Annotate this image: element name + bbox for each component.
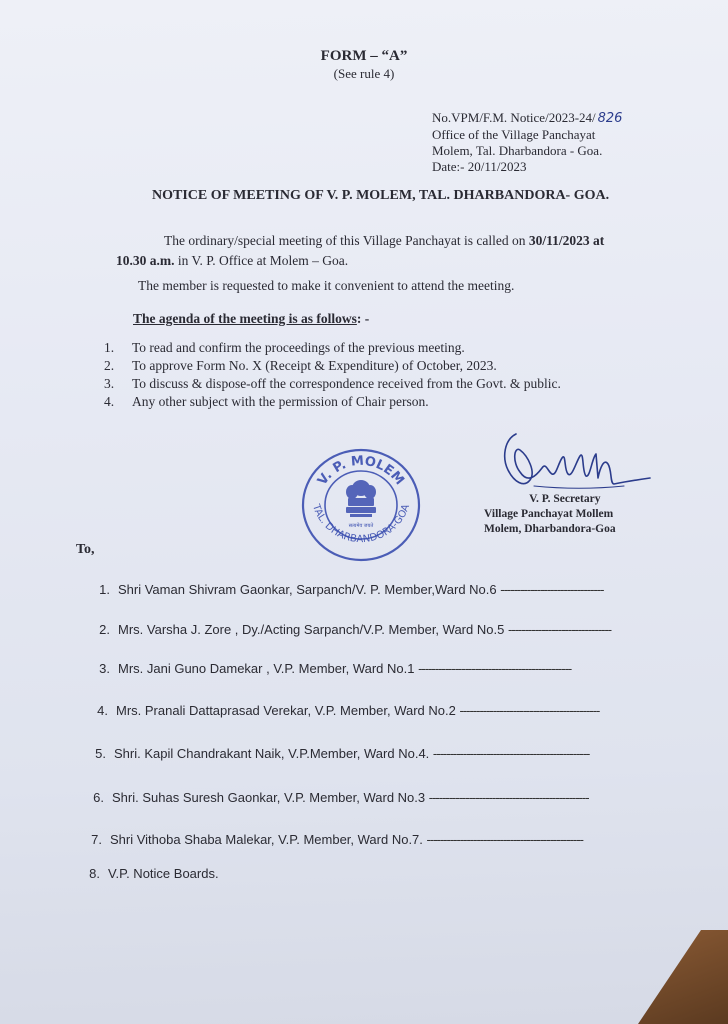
notice-heading: NOTICE OF MEETING OF V. P. MOLEM, TAL. DHARBANDORA- GOA. (152, 188, 610, 203)
reference-number: No.VPM/F.M. Notice/2023-24/ 826 (432, 110, 623, 126)
recipient-row: 6. Shri. Suhas Suresh Gaonkar, V.P. Member, Ward No.3 ------------------------------------------------ (93, 790, 589, 805)
recipient-row: 2. Mrs. Varsha J. Zore , Dy./Acting Sarpanch/V.P. Member, Ward No.5 ------------------------------- (99, 622, 612, 637)
signatory-block (484, 492, 616, 537)
request-paragraph: The member is requested to make it convenient to attend the meeting. (138, 278, 515, 293)
seal-bottom-text: TAL. DHARBANDORA-GOA (309, 502, 413, 546)
national-emblem-icon (346, 480, 376, 517)
recipient-row: 5. Shri. Kapil Chandrakant Naik, V.P.Member, Ward No.4. ----------------------------------------------- (95, 746, 590, 761)
secretary-signature (494, 428, 654, 500)
notice-document: FORM – “A” (See rule 4) No.VPM/F.M. Notice/2023-24/ 826 Office of the Village Panchayat Molem, Tal. Dharbandora - Goa. Date:- 20/11/2023 NOTICE OF MEETING OF V. P. MOLEM, TAL. DHARBANDORA- GOA. The ordinary/special meeting of this Village Panchayat is called on 30/11/2023 at 10.30 a.m. in V. P. Office at Molem – Goa. The member is requested to make it convenient to attend the meeting. The agenda of the meeting is as follows: - 1. To read and confirm the proceedings of the previous meeting. 2. To approve Form No. X (Receipt & Expenditure) of October, 2023. 3. To discuss & dispose-off the correspondence received from the Govt. & public. 4. Any other subject with the permission of Chair person. V. P. MOLEM TAL. DHARBANDORA-GOA सत्यमेव जयते V. P. Secretary Village Panchayat Mollem Molem, Dharbandora-Goa To, 1. Shri Vaman Shivram Gaonkar, Sarpanch/V. P. Member,Ward No.6 ------------------------------- 2. Mrs. Varsha J. Zore , Dy./Acting Sarpanch/V.P. Member, Ward No.5 ------------------------------- 3. Mrs. Jani Guno Damekar , V.P. Member, Ward No.1 ---------------------------------------------- 4. Mrs. Pranali Dattaprasad Verekar, V.P. Member, Ward No.2 ------------------------------------------ 5. Shri. Kapil Chandrakant Naik, V.P.Member, Ward No.4. ----------------------------------------------- 6. Shri. Suhas Suresh Gaonkar, V.P. Member, Ward No.3 ------------------------------------------------ 7. Shri Vithoba Shaba Malekar, V.P. Member, Ward No.7. ----------------------------------------------- 8. V.P. Notice Boards. (0, 0, 728, 1024)
emblem-caption: सत्यमेव जयते (348, 523, 374, 529)
meeting-paragraph-line1: The ordinary/special meeting of this Village Panchayat is called on 30/11/2023 at (164, 233, 605, 248)
signatory-org: Village Panchayat Mollem (484, 508, 614, 520)
reference-block (432, 110, 622, 175)
date-line: Date:- 20/11/2023 (432, 159, 527, 174)
meeting-date: 30/11/2023 at (528, 233, 605, 248)
seal-top-text: V. P. MOLEM (315, 453, 407, 489)
agenda-heading: The agenda of the meeting is as follows: - (133, 311, 370, 326)
form-title: FORM – “A” (320, 48, 408, 64)
meeting-paragraph-line2: 10.30 a.m. in V. P. Office at Molem – Goa. (116, 253, 349, 268)
recipient-row: 3. Mrs. Jani Guno Damekar , V.P. Member, Ward No.1 ---------------------------------------------- (99, 661, 572, 676)
recipient-row: 1. Shri Vaman Shivram Gaonkar, Sarpanch/V. P. Member,Ward No.6 ------------------------------- (99, 582, 604, 597)
recipients-label: To, (76, 542, 95, 557)
office-line: Office of the Village Panchayat (432, 127, 596, 142)
reference-number-handwritten: 826 (597, 111, 623, 126)
recipient-row: 7. Shri Vithoba Shaba Malekar, V.P. Member, Ward No.7. ----------------------------------------------- (91, 832, 583, 847)
recipient-row: 4. Mrs. Pranali Dattaprasad Verekar, V.P. Member, Ward No.2 ------------------------------------------ (97, 703, 600, 718)
recipient-row: 8. V.P. Notice Boards. (89, 866, 219, 881)
signatory-place: Molem, Dharbandora-Goa (484, 523, 616, 535)
form-subtitle: (See rule 4) (333, 66, 395, 81)
signatory-title: V. P. Secretary (529, 493, 601, 505)
panchayat-seal-stamp (300, 446, 422, 564)
meeting-time: 10.30 a.m. (116, 253, 175, 268)
address-line: Molem, Tal. Dharbandora - Goa. (432, 143, 603, 158)
